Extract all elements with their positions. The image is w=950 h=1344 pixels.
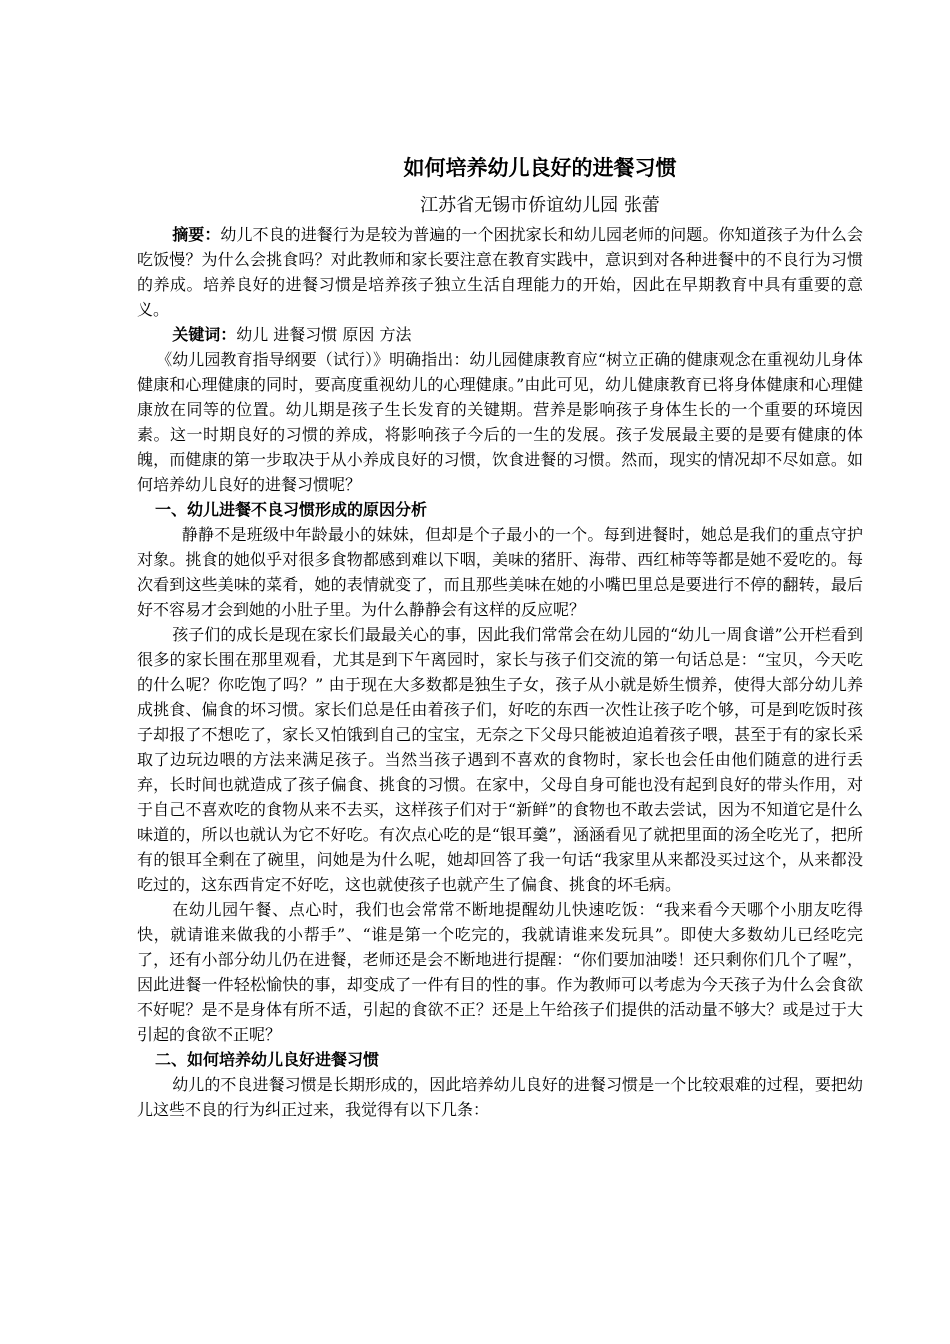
- section-2-paragraph: 幼儿的不良进餐习惯是长期形成的，因此培养幼儿良好的进餐习惯是一个比较艰难的过程，要把幼儿这些不良的行为纠正过来，我觉得有以下几条：: [137, 1075, 863, 1119]
- section-1-paragraph: 孩子们的成长是现在家长们最最关心的事，因此我们常常会在幼儿园的“幼儿一周食谱”公开栏看到很多的家长围在那里观看，尤其是到下午离园时，家长与孩子们交流的第一句话总是：“宝贝，今天吃的什么呢？你吃饱了吗？” 由于现在大多数都是独生子女，孩子从小就是娇生惯养，使得大部分幼儿养成挑食、偏食的坏习惯。家长们总是任由着孩子们，好吃的东西一次性让孩子吃个够，可是到吃饭时孩子却报了不想吃了，家长又怕饿到自己的宝宝，无奈之下父母只能被迫追着孩子喂，甚至于有的家长采取了边玩边喂的方法来满足孩子。当然当孩子遇到不喜欢的食物时，家长也会任由他们随意的进行丢弃，长时间也就造成了孩子偏食、挑食的习惯。在家中，父母自身可能也没有起到良好的带头作用，对于自己不喜欢吃的食物从来不去买，这样孩子们对于“新鲜”的食物也不敢去尝试，因为不知道它是什么味道的，所以也就认为它不好吃。有次点心吃的是“银耳羹”，涵涵看见了就把里面的汤全吃光了，把所有的银耳全剩在了碗里，问她是为什么呢，她却回答了我一句话“我家里从来都没买过这个，从来都没吃过的，这东西肯定不好吃，这也就使孩子也就产生了偏食、挑食的坏毛病。: [137, 625, 863, 894]
- document-page: [137, 150, 863, 1122]
- keywords-label: 关键词：: [172, 325, 237, 344]
- intro-paragraph: 《幼儿园教育指导纲要（试行）》明确指出：幼儿园健康教育应“树立正确的健康观念在重视幼儿身体健康和心理健康的同时，要高度重视幼儿的心理健康。”由此可见，幼儿健康教育已将身体健康和心理健康放在同等的位置。幼儿期是孩子生长发育的关键期。营养是影响孩子身体生长的一个重要的环境因素。这一时期良好的习惯的养成，将影响孩子今后的一生的发展。孩子发展最主要的是要有健康的体魄，而健康的第一步取决于从小养成良好的习惯，饮食进餐的习惯。然而，现实的情况却不尽如意。如何培养幼儿良好的进餐习惯呢？: [137, 350, 863, 494]
- section-1-paragraph: 静静不是班级中年龄最小的妹妹，但却是个子最小的一个。每到进餐时，她总是我们的重点守护对象。挑食的她似乎对很多食物都感到难以下咽，美味的猪肝、海带、西红柿等等都是她不爱吃的。每次看到这些美味的菜肴，她的表情就变了，而且那些美味在她的小嘴巴里总是要进行不停的翻转，最后好不容易才会到她的小肚子里。为什么静静会有这样的反应呢？: [137, 525, 863, 619]
- keywords-text: 幼儿 进餐习惯 原因 方法: [236, 325, 412, 344]
- section-1-paragraph: 在幼儿园午餐、点心时，我们也会常常不断地提醒幼儿快速吃饭：“我来看今天哪个小朋友吃得快，就请谁来做我的小帮手”、“谁是第一个吃完的，我就请谁来发玩具”。即使大多数幼儿已经吃完了，还有小部分幼儿仍在进餐，老师还是会不断地进行提醒：“你们要加油喽！还只剩你们几个了喔”，因此进餐一件轻松愉快的事，却变成了一件有目的性的事。作为教师可以考虑为今天孩子为什么会食欲不好呢？是不是身体有所不适，引起的食欲不正？还是上午给孩子们提供的活动量不够大？或是过于大引起的食欲不正呢？: [137, 900, 863, 1044]
- abstract-text: 幼儿不良的进餐行为是较为普遍的一个困扰家长和幼儿园老师的问题。你知道孩子为什么会吃饭慢？为什么会挑食吗？对此教师和家长要注意在教育实践中，意识到对各种进餐中的不良行为习惯的养成。培养良好的进餐习惯是培养孩子独立生活自理能力的开始，因此在早期教育中具有重要的意义。: [137, 225, 863, 319]
- abstract-paragraph: [137, 222, 863, 322]
- author-line: 江苏省无锡市侨谊幼儿园 张蕾: [420, 195, 660, 216]
- document-title: 如何培养幼儿良好的进餐习惯: [403, 156, 677, 180]
- abstract-label: 摘要：: [172, 225, 221, 244]
- section-1-heading: 一、幼儿进餐不良习惯形成的原因分析: [155, 500, 428, 519]
- section-2-heading: 二、如何培养幼儿良好进餐习惯: [155, 1050, 380, 1069]
- keywords-paragraph: [137, 322, 863, 347]
